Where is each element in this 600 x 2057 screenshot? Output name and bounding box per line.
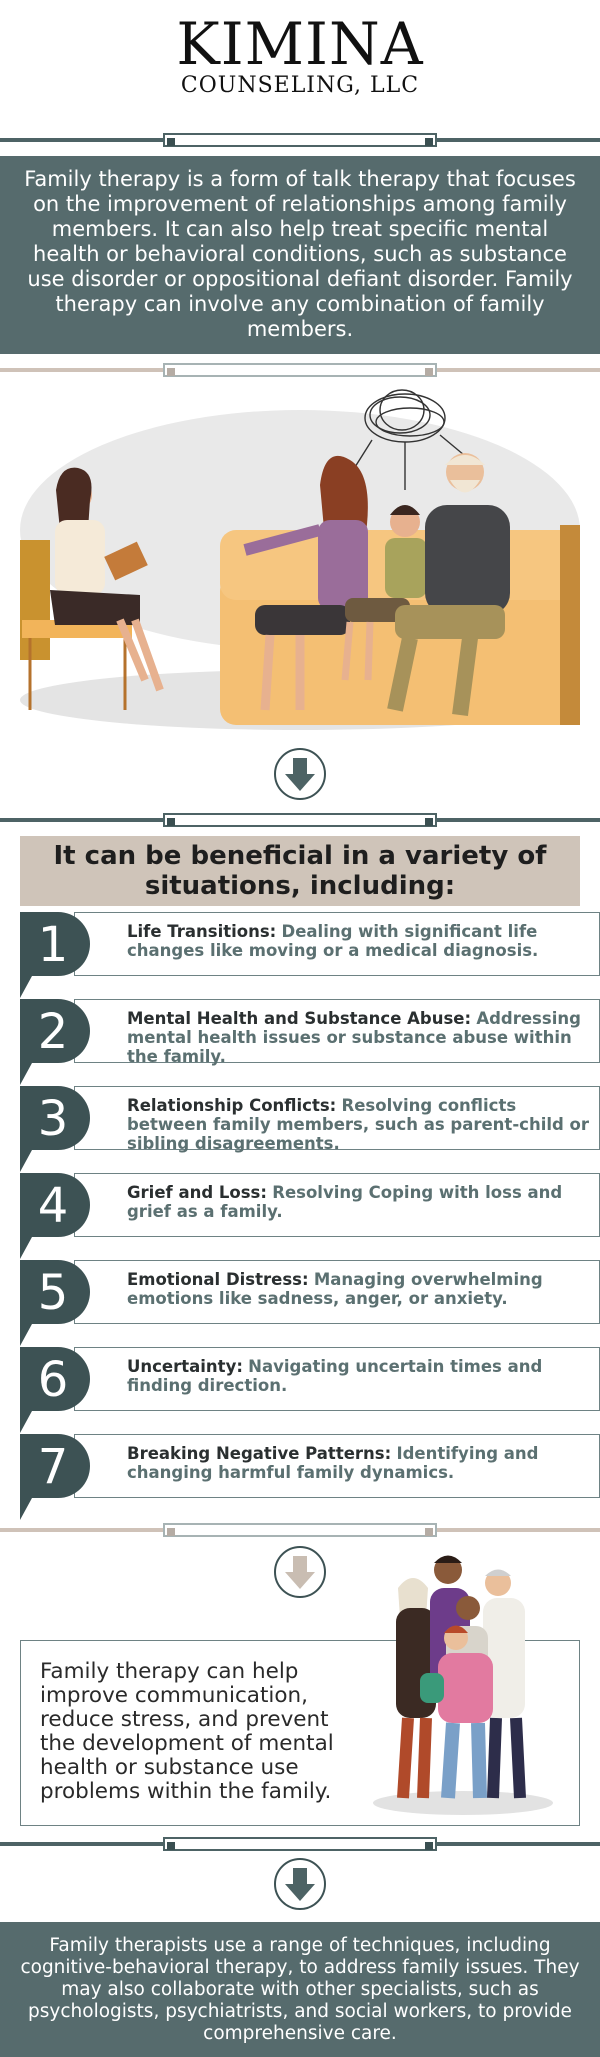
benefit-title: Life Transitions: bbox=[127, 922, 277, 941]
benefit-card bbox=[74, 1173, 600, 1237]
section-divider bbox=[0, 132, 600, 148]
benefit-number: 4 bbox=[37, 1178, 69, 1234]
benefit-item bbox=[20, 1347, 580, 1433]
benefit-description: Addressing mental health issues or substance abuse within the family. bbox=[127, 1009, 581, 1066]
footer-text: Family therapists use a range of techniques, including cognitive-behavioral therapy, to address family issues. They may also collaborate with other specialists, such as psychologists, psychiatrists, and social workers, to provide comprehensive care. bbox=[20, 1935, 580, 2044]
section-divider bbox=[0, 1836, 600, 1852]
benefit-item bbox=[20, 912, 580, 998]
benefit-item bbox=[20, 1173, 580, 1259]
benefit-card bbox=[74, 1260, 600, 1324]
benefit-card bbox=[74, 1434, 600, 1498]
benefit-item bbox=[20, 1434, 580, 1520]
benefit-number: 7 bbox=[37, 1439, 69, 1495]
closing-text: Family therapy can help improve communication, reduce stress, and prevent the development of mental health or substance use problems within the family. bbox=[40, 1659, 334, 1804]
benefit-title: Emotional Distress: bbox=[127, 1270, 309, 1289]
benefit-number: 2 bbox=[37, 1004, 69, 1060]
intro-text: Family therapy is a form of talk therapy that focuses on the improvement of relationships among family members. It can also help treat specific mental health or behavioral conditions, such as substance use disorder or oppositional defiant disorder. Family therapy can involve any combination of family members. bbox=[24, 167, 576, 341]
benefit-number: 1 bbox=[37, 917, 69, 973]
down-arrow-icon bbox=[274, 1858, 326, 1910]
benefit-description: Resolving conflicts between family members, such as parent-child or sibling disagreements. bbox=[127, 1096, 590, 1153]
benefit-description: Identifying and changing harmful family dynamics. bbox=[127, 1444, 539, 1482]
benefit-number: 6 bbox=[37, 1352, 69, 1408]
family-hug-illustration bbox=[368, 1548, 558, 1818]
benefit-number: 5 bbox=[37, 1265, 69, 1321]
logo-main-text: KIMINA bbox=[176, 10, 424, 78]
benefit-title: Mental Health and Substance Abuse: bbox=[127, 1009, 472, 1028]
therapy-session-illustration bbox=[0, 380, 600, 750]
section-divider bbox=[0, 812, 600, 828]
benefit-description: Navigating uncertain times and finding direction. bbox=[127, 1357, 543, 1395]
benefit-card bbox=[74, 999, 600, 1066]
footer-banner bbox=[0, 1922, 600, 2057]
down-arrow-icon bbox=[274, 748, 326, 800]
section-divider bbox=[0, 1522, 600, 1538]
benefit-card bbox=[74, 1086, 600, 1153]
benefit-description: Resolving Coping with loss and grief as a family. bbox=[127, 1183, 563, 1221]
benefits-heading: It can be beneficial in a variety of situations, including: bbox=[20, 836, 580, 906]
intro-banner bbox=[0, 156, 600, 354]
benefit-number: 3 bbox=[37, 1091, 69, 1147]
benefit-title: Relationship Conflicts: bbox=[127, 1096, 337, 1115]
benefit-title: Breaking Negative Patterns: bbox=[127, 1444, 392, 1463]
down-arrow-icon bbox=[274, 1546, 326, 1598]
benefit-card bbox=[74, 912, 600, 976]
benefit-title: Grief and Loss: bbox=[127, 1183, 267, 1202]
benefit-description: Managing overwhelming emotions like sadness, anger, or anxiety. bbox=[127, 1270, 543, 1308]
section-divider bbox=[0, 362, 600, 378]
benefit-card bbox=[74, 1347, 600, 1411]
benefit-item bbox=[20, 1086, 590, 1172]
benefit-title: Uncertainty: bbox=[127, 1357, 243, 1376]
company-logo bbox=[0, 10, 600, 98]
logo-sub-text: COUNSELING, LLC bbox=[180, 73, 420, 98]
benefit-description: Dealing with significant life changes like moving or a medical diagnosis. bbox=[127, 922, 539, 960]
benefit-item bbox=[20, 999, 580, 1085]
benefit-item bbox=[20, 1260, 580, 1346]
